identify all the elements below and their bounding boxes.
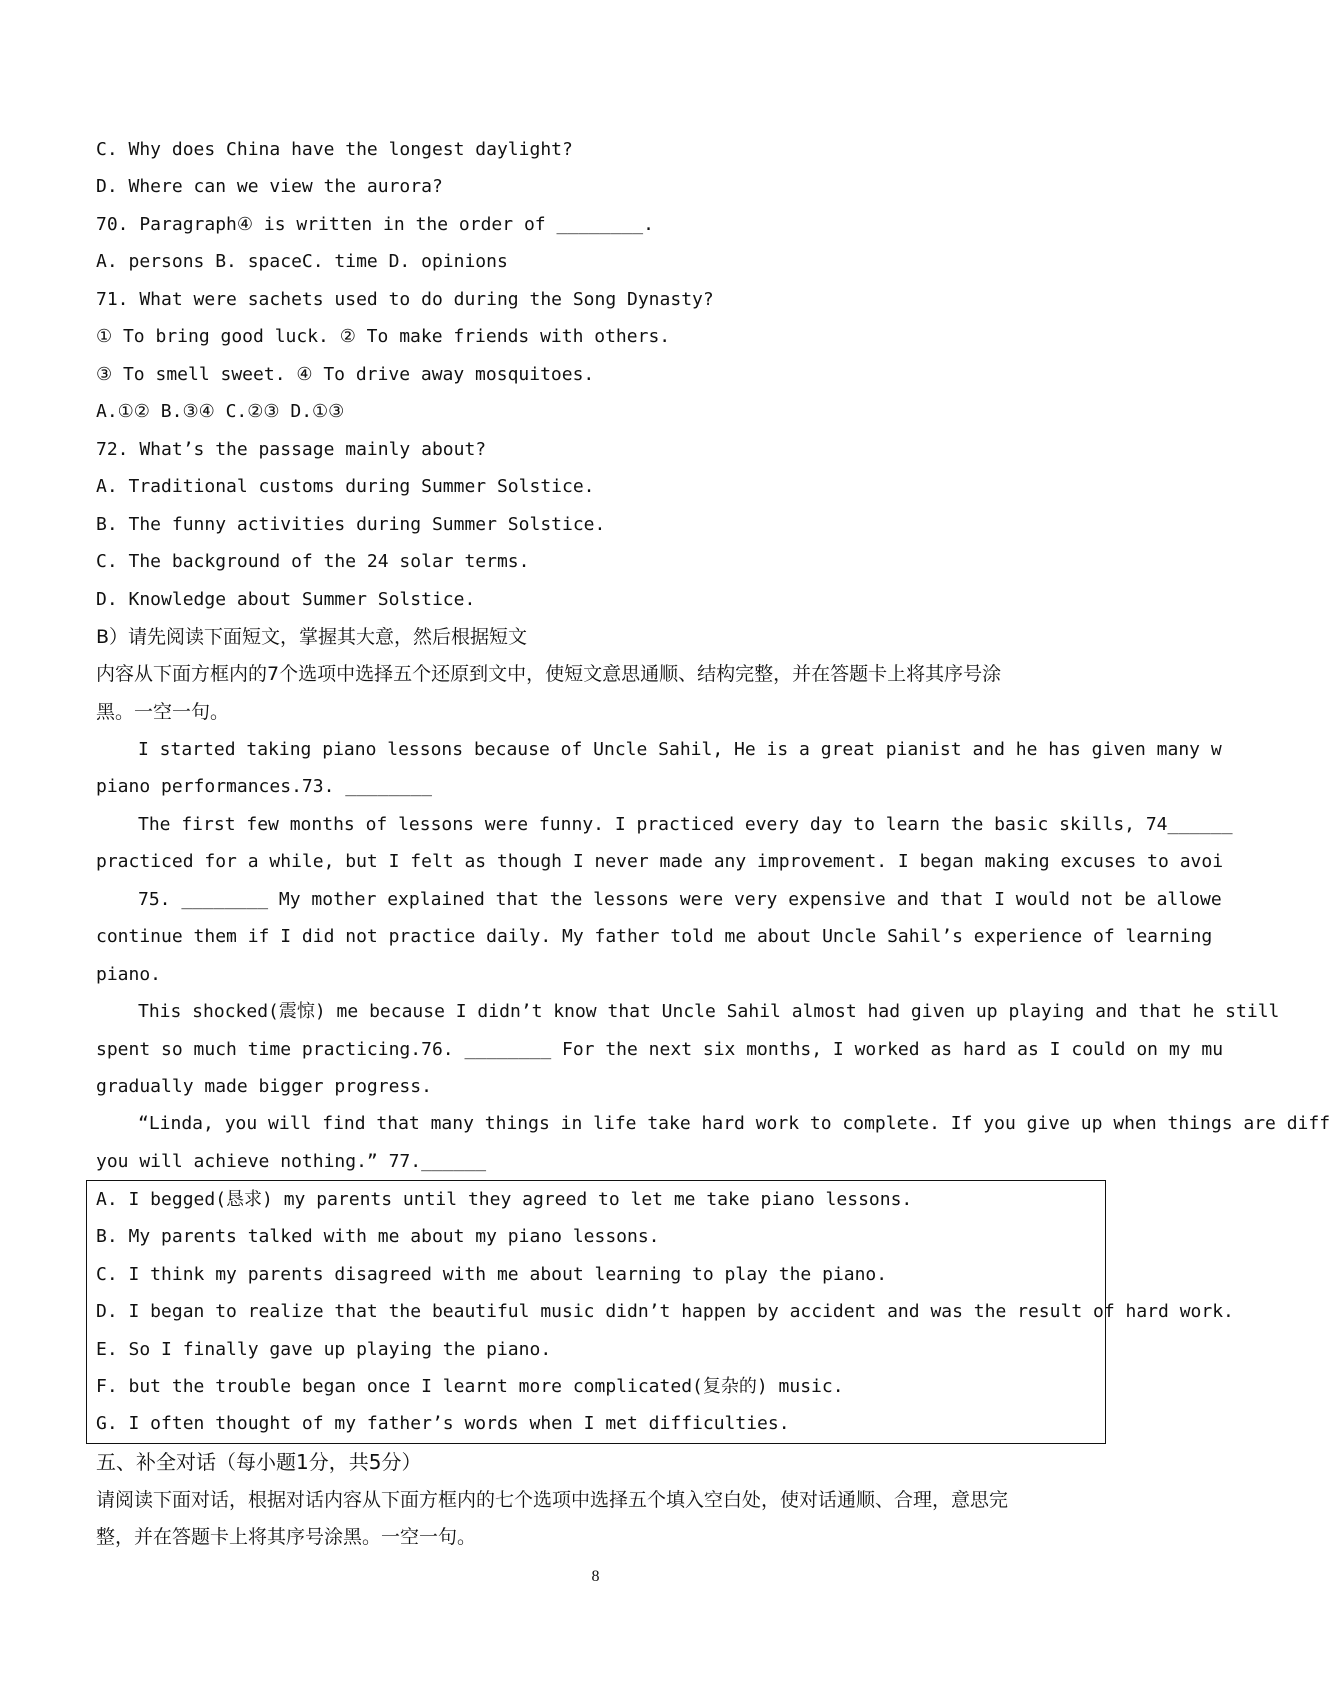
passage-line: This shocked(震惊) me because I didn’t know that Uncle Sahil almost had given up playing and that he still (138, 1001, 1280, 1022)
section-five-instructions: 请阅读下面对话，根据对话内容从下面方框内的七个选项中选择五个填入空白处，使对话通顺、合理，意思完 (96, 1489, 1009, 1511)
passage-line: piano. (96, 964, 162, 985)
section-five-heading: 五、补全对话（每小题1分，共5分） (96, 1450, 422, 1474)
passage-line: 75. ________ My mother explained that the lessons were very expensive and that I would not be allowe (138, 889, 1222, 910)
section-b-instructions: 内容从下面方框内的7个选项中选择五个还原到文中，使短文意思通顺、结构完整，并在答题卡上将其序号涂 (96, 663, 1002, 685)
passage-line: The first few months of lessons were funny. I practiced every day to learn the basic skills, 74______ (138, 814, 1233, 835)
passage-line: practiced for a while, but I felt as though I never made any improvement. I began making excuses to avoi (96, 851, 1224, 872)
question-71-options: A.①② B.③④ C.②③ D.①③ (96, 401, 345, 422)
section-b-instructions: 黑。一空一句。 (96, 701, 230, 723)
passage-line: you will achieve nothing.” 77.______ (96, 1151, 487, 1172)
section-b-heading: B）请先阅读下面短文，掌握其大意，然后根据短文 (96, 626, 528, 648)
passage-line: gradually made bigger progress. (96, 1076, 432, 1097)
question-71: 71. What were sachets used to do during the Song Dynasty? (96, 289, 714, 310)
option-e: E. So I finally gave up playing the piano. (96, 1339, 552, 1360)
option-d: D. I began to realize that the beautiful music didn’t happen by accident and was the result of hard work. (96, 1301, 1234, 1322)
question-72: 72. What’s the passage mainly about? (96, 439, 487, 460)
question-70: 70. Paragraph④ is written in the order of ________. (96, 214, 654, 235)
passage-line: “Linda, you will find that many things in life take hard work to complete. If you give up when things are diff (138, 1113, 1330, 1134)
option-a: A. I begged(恳求) my parents until they agreed to let me take piano lessons. (96, 1189, 913, 1210)
question-72-option: C. The background of the 24 solar terms. (96, 551, 530, 572)
option-g: G. I often thought of my father’s words when I met difficulties. (96, 1413, 790, 1434)
question-71-statements: ③ To smell sweet. ④ To drive away mosquitoes. (96, 364, 595, 385)
question-72-option: D. Knowledge about Summer Solstice. (96, 589, 476, 610)
question-line: C. Why does China have the longest daylight? (96, 139, 573, 160)
passage-line: spent so much time practicing.76. ________ For the next six months, I worked as hard as I could on my mu (96, 1039, 1224, 1060)
passage-line: continue them if I did not practice daily. My father told me about Uncle Sahil’s experience of learning (96, 926, 1213, 947)
question-72-option: B. The funny activities during Summer Solstice. (96, 514, 606, 535)
option-c: C. I think my parents disagreed with me about learning to play the piano. (96, 1264, 888, 1285)
passage-line: I started taking piano lessons because of Uncle Sahil, He is a great pianist and he has given many w (138, 739, 1222, 760)
passage-line: piano performances.73. ________ (96, 776, 432, 797)
option-f: F. but the trouble began once I learnt more complicated(复杂的) music. (96, 1376, 844, 1397)
option-b: B. My parents talked with me about my piano lessons. (96, 1226, 660, 1247)
section-five-instructions: 整，并在答题卡上将其序号涂黑。一空一句。 (96, 1526, 477, 1548)
question-line: D. Where can we view the aurora? (96, 176, 443, 197)
question-70-options: A. persons B. spaceC. time D. opinions (96, 251, 508, 272)
question-71-statements: ① To bring good luck. ② To make friends with others. (96, 326, 671, 347)
question-72-option: A. Traditional customs during Summer Solstice. (96, 476, 595, 497)
page-number: 8 (591, 1568, 600, 1585)
